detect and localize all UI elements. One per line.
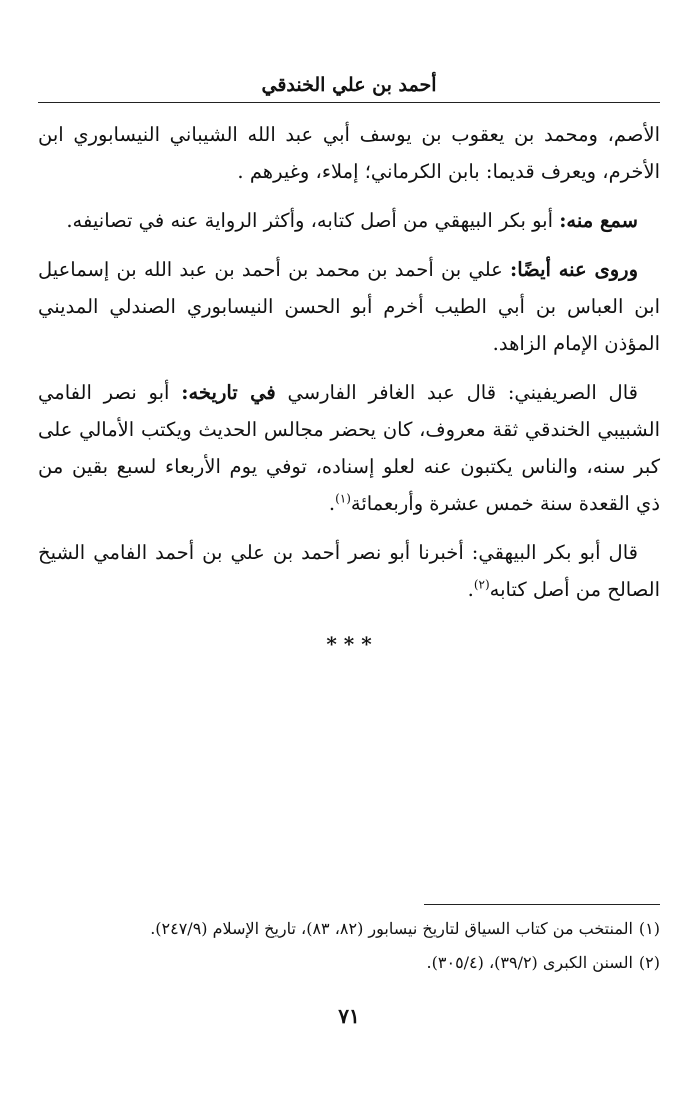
paragraph-4-bold: في تاريخه: bbox=[181, 381, 276, 404]
paragraph-5-end: . bbox=[467, 578, 474, 601]
footnote-ref-2[interactable]: (٢) bbox=[473, 577, 490, 592]
running-head-title: أحمد بن علي الخندقي bbox=[261, 74, 437, 96]
footnote-ref-1[interactable]: (١) bbox=[335, 491, 351, 506]
paragraph-4-text: أبو نصر الفامي الشبيبي الخندقي ثقة معروف، كان يحضر مجالس الحديث ويكتب الأمالي على كبر سنه، والناس يكتبون عنه لعلو إسناده، توفي يوم الأربعاء لسبع بقين من ذي القعدة سنة خمس عشرة وأربعمائة bbox=[38, 381, 660, 515]
footnote-1-text: المنتخب من كتاب السياق لتاريخ نيسابور (٨٢، ٨٣)، تاريخ الإسلام (٢٤٧/٩). bbox=[150, 919, 633, 938]
paragraph-3 bbox=[38, 251, 660, 362]
paragraph-3-lead: وروى عنه أيضًا: bbox=[510, 258, 638, 281]
header-rule bbox=[38, 102, 660, 103]
paragraph-2-text: أبو بكر البيهقي من أصل كتابه، وأكثر الرواية عنه في تصانيفه. bbox=[66, 209, 560, 232]
footnote-2-number: (٢) bbox=[638, 953, 660, 972]
paragraph-2 bbox=[38, 202, 660, 239]
paragraph-4-pre: قال الصريفيني: قال عبد الغافر الفارسي bbox=[275, 381, 638, 404]
paragraph-5 bbox=[38, 534, 660, 608]
paragraph-2-lead: سمع منه: bbox=[559, 209, 638, 232]
section-separator: * * * bbox=[326, 632, 372, 656]
paragraph-5-text: قال أبو بكر البيهقي: أخبرنا أبو نصر أحمد بن علي بن أحمد الفامي الشيخ الصالح من أصل كتابه bbox=[38, 541, 660, 601]
paragraph-3-text: علي بن أحمد بن محمد بن أحمد بن عبد الله بن إسماعيل ابن العباس بن أبي الطيب أخرم أبو الحسن النيسابوري الصندلي المديني المؤذن الإمام الزاهد. bbox=[38, 258, 660, 355]
footnote-2-text: السنن الكبرى (٣٩/٢)، (٣٠٥/٤). bbox=[426, 953, 633, 972]
footnotes bbox=[38, 912, 660, 980]
footnote-1 bbox=[38, 912, 660, 946]
footnote-1-number: (١) bbox=[638, 919, 660, 938]
page-number: ٧١ bbox=[338, 1004, 360, 1028]
footnote-rule bbox=[424, 904, 660, 905]
main-text bbox=[38, 116, 660, 620]
paragraph-4 bbox=[38, 374, 660, 522]
paragraph-1: الأصم، ومحمد بن يعقوب بن يوسف أبي عبد الله الشيباني النيسابوري ابن الأخرم، ويعرف قديما: بابن الكرماني؛ إملاء، وغيرهم . bbox=[38, 123, 660, 183]
footnote-2 bbox=[38, 946, 660, 980]
paragraph-4-end: . bbox=[328, 492, 336, 515]
